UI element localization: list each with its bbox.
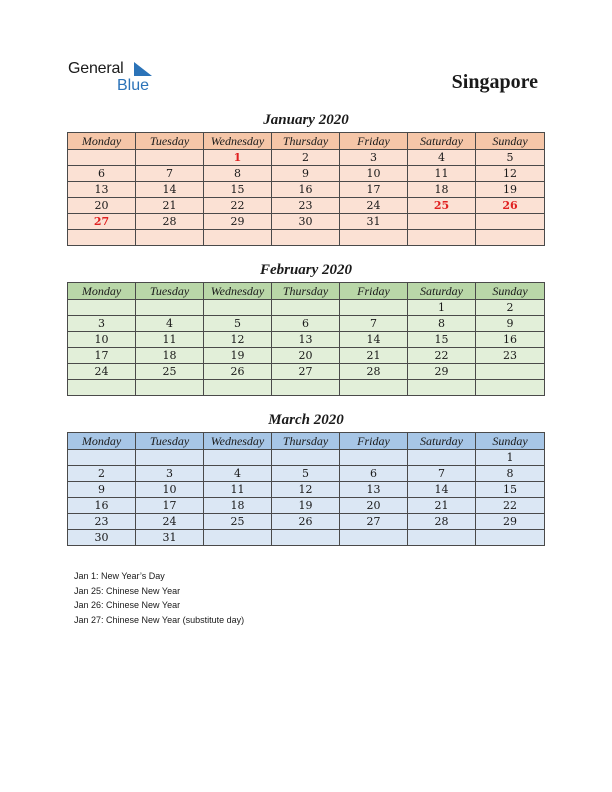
weekday-header: Monday (68, 133, 136, 150)
day-cell: 15 (476, 482, 545, 498)
day-cell: 6 (68, 166, 136, 182)
day-cell: 31 (136, 530, 204, 546)
weekday-header: Friday (340, 133, 408, 150)
day-cell: 21 (408, 498, 476, 514)
day-cell: 8 (204, 166, 272, 182)
day-cell (204, 230, 272, 246)
day-cell (204, 300, 272, 316)
day-cell (340, 450, 408, 466)
day-cell: 2 (476, 300, 545, 316)
day-cell (272, 450, 340, 466)
day-cell: 23 (476, 348, 545, 364)
weekday-header-row (68, 283, 545, 300)
day-cell: 9 (476, 316, 545, 332)
day-cell: 25 (136, 364, 204, 380)
day-cell: 8 (476, 466, 545, 482)
weekday-header: Friday (340, 283, 408, 300)
day-cell (476, 214, 545, 230)
logo-text-general: General (68, 60, 124, 77)
day-cell (408, 450, 476, 466)
day-cell: 28 (340, 364, 408, 380)
day-cell: 2 (68, 466, 136, 482)
holiday-note: Jan 25: Chinese New Year (74, 585, 181, 596)
day-cell (340, 380, 408, 396)
day-cell: 19 (272, 498, 340, 514)
week-row (68, 450, 545, 466)
day-cell: 3 (136, 466, 204, 482)
day-cell: 4 (204, 466, 272, 482)
holiday-note: Jan 1: New Year’s Day (74, 571, 165, 581)
day-cell: 14 (136, 182, 204, 198)
calendar-body (68, 150, 545, 246)
day-cell: 8 (408, 316, 476, 332)
day-cell: 19 (476, 182, 545, 198)
day-cell: 7 (136, 166, 204, 182)
day-cell (204, 450, 272, 466)
calendar-february (67, 282, 545, 396)
day-cell: 23 (68, 514, 136, 530)
day-cell: 17 (136, 498, 204, 514)
day-cell: 31 (340, 214, 408, 230)
logo-triangle-icon (134, 62, 152, 76)
weekday-header: Tuesday (136, 283, 204, 300)
week-row (68, 380, 545, 396)
day-cell: 12 (272, 482, 340, 498)
weekday-header: Tuesday (136, 433, 204, 450)
day-cell: 1 (476, 450, 545, 466)
day-cell (476, 380, 545, 396)
day-cell (476, 530, 545, 546)
day-cell: 14 (340, 332, 408, 348)
day-cell: 29 (408, 364, 476, 380)
day-cell: 26 (272, 514, 340, 530)
day-cell: 18 (136, 348, 204, 364)
week-row (68, 316, 545, 332)
country-title: Singapore (451, 71, 538, 93)
month-title-january: January 2020 (263, 112, 349, 128)
day-cell: 10 (68, 332, 136, 348)
day-cell: 6 (272, 316, 340, 332)
weekday-header: Friday (340, 433, 408, 450)
day-cell: 17 (68, 348, 136, 364)
day-cell: 21 (340, 348, 408, 364)
calendar-body (68, 300, 545, 396)
logo-text-blue: Blue (117, 77, 150, 94)
day-cell (340, 230, 408, 246)
day-cell: 30 (68, 530, 136, 546)
day-cell: 6 (340, 466, 408, 482)
day-cell: 20 (68, 198, 136, 214)
day-cell: 7 (408, 466, 476, 482)
week-row (68, 198, 545, 214)
day-cell (272, 530, 340, 546)
week-row (68, 348, 545, 364)
weekday-header: Sunday (476, 433, 545, 450)
day-cell: 25 (408, 198, 476, 214)
weekday-header: Monday (68, 433, 136, 450)
week-row (68, 230, 545, 246)
day-cell: 4 (408, 150, 476, 166)
day-cell: 16 (272, 182, 340, 198)
day-cell (136, 230, 204, 246)
weekday-header: Sunday (476, 283, 545, 300)
day-cell (272, 300, 340, 316)
week-row (68, 514, 545, 530)
day-cell: 13 (68, 182, 136, 198)
day-cell: 22 (476, 498, 545, 514)
week-row (68, 332, 545, 348)
day-cell: 29 (204, 214, 272, 230)
day-cell: 16 (476, 332, 545, 348)
day-cell: 5 (204, 316, 272, 332)
day-cell: 16 (68, 498, 136, 514)
day-cell: 28 (136, 214, 204, 230)
day-cell (476, 364, 545, 380)
day-cell: 27 (340, 514, 408, 530)
weekday-header: Wednesday (204, 433, 272, 450)
week-row (68, 150, 545, 166)
weekday-header: Saturday (408, 133, 476, 150)
day-cell: 24 (340, 198, 408, 214)
day-cell (408, 380, 476, 396)
week-row (68, 214, 545, 230)
day-cell: 12 (476, 166, 545, 182)
generalblue-logo (68, 60, 168, 96)
day-cell: 22 (204, 198, 272, 214)
weekday-header-row (68, 433, 545, 450)
weekday-header: Thursday (272, 133, 340, 150)
day-cell: 28 (408, 514, 476, 530)
day-cell: 25 (204, 514, 272, 530)
day-cell: 12 (204, 332, 272, 348)
week-row (68, 482, 545, 498)
day-cell (136, 450, 204, 466)
holiday-notes (74, 569, 244, 627)
day-cell (340, 530, 408, 546)
day-cell: 15 (408, 332, 476, 348)
day-cell (136, 300, 204, 316)
calendar-march (67, 432, 545, 546)
day-cell: 19 (204, 348, 272, 364)
week-row (68, 166, 545, 182)
weekday-header-row (68, 133, 545, 150)
day-cell: 10 (136, 482, 204, 498)
day-cell: 21 (136, 198, 204, 214)
day-cell: 22 (408, 348, 476, 364)
day-cell (272, 230, 340, 246)
day-cell (204, 530, 272, 546)
weekday-header: Wednesday (204, 133, 272, 150)
day-cell: 13 (272, 332, 340, 348)
holiday-note: Jan 26: Chinese New Year (74, 600, 181, 610)
day-cell: 11 (136, 332, 204, 348)
week-row (68, 498, 545, 514)
day-cell (68, 300, 136, 316)
day-cell: 20 (272, 348, 340, 364)
day-cell: 24 (136, 514, 204, 530)
day-cell (272, 380, 340, 396)
calendar-body (68, 450, 545, 546)
day-cell: 15 (204, 182, 272, 198)
day-cell: 3 (340, 150, 408, 166)
day-cell (408, 214, 476, 230)
day-cell: 9 (272, 166, 340, 182)
day-cell: 24 (68, 364, 136, 380)
day-cell: 10 (340, 166, 408, 182)
day-cell: 30 (272, 214, 340, 230)
day-cell: 26 (476, 198, 545, 214)
day-cell: 27 (68, 214, 136, 230)
week-row (68, 364, 545, 380)
day-cell: 27 (272, 364, 340, 380)
weekday-header: Tuesday (136, 133, 204, 150)
week-row (68, 530, 545, 546)
day-cell: 1 (408, 300, 476, 316)
month-title-march: March 2020 (268, 412, 344, 428)
day-cell: 29 (476, 514, 545, 530)
week-row (68, 466, 545, 482)
day-cell: 4 (136, 316, 204, 332)
day-cell (340, 300, 408, 316)
weekday-header: Saturday (408, 433, 476, 450)
day-cell (408, 530, 476, 546)
day-cell: 18 (204, 498, 272, 514)
day-cell: 3 (68, 316, 136, 332)
weekday-header: Saturday (408, 283, 476, 300)
day-cell: 11 (204, 482, 272, 498)
day-cell: 2 (272, 150, 340, 166)
day-cell: 13 (340, 482, 408, 498)
day-cell (204, 380, 272, 396)
weekday-header: Thursday (272, 433, 340, 450)
weekday-header: Monday (68, 283, 136, 300)
day-cell: 11 (408, 166, 476, 182)
month-title-february: February 2020 (259, 262, 353, 278)
day-cell (68, 380, 136, 396)
day-cell: 9 (68, 482, 136, 498)
calendar-january (67, 132, 545, 246)
day-cell: 1 (204, 150, 272, 166)
weekday-header: Thursday (272, 283, 340, 300)
day-cell: 23 (272, 198, 340, 214)
day-cell (68, 150, 136, 166)
day-cell: 26 (204, 364, 272, 380)
week-row (68, 182, 545, 198)
day-cell: 17 (340, 182, 408, 198)
day-cell: 20 (340, 498, 408, 514)
day-cell: 7 (340, 316, 408, 332)
day-cell (68, 450, 136, 466)
day-cell: 5 (272, 466, 340, 482)
day-cell (476, 230, 545, 246)
day-cell: 14 (408, 482, 476, 498)
day-cell (68, 230, 136, 246)
weekday-header: Sunday (476, 133, 545, 150)
week-row (68, 300, 545, 316)
day-cell (408, 230, 476, 246)
holiday-note: Jan 27: Chinese New Year (substitute day) (74, 614, 245, 625)
day-cell: 5 (476, 150, 545, 166)
day-cell (136, 380, 204, 396)
day-cell (136, 150, 204, 166)
day-cell: 18 (408, 182, 476, 198)
weekday-header: Wednesday (204, 283, 272, 300)
